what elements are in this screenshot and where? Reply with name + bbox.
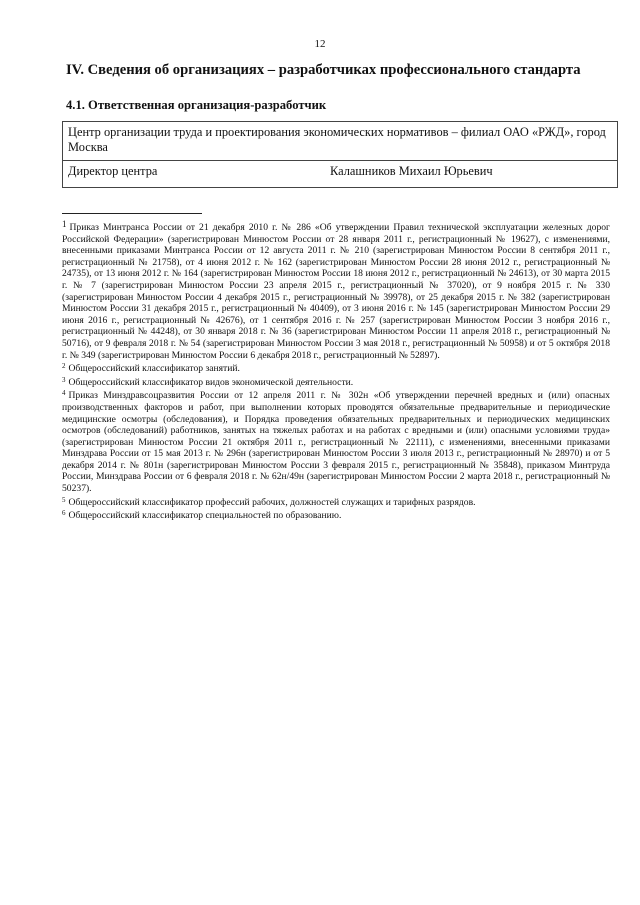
footnote-text: Общероссийский классификатор занятий. [68, 363, 240, 375]
footnote-mark: 4 [62, 389, 66, 398]
organization-row [63, 122, 618, 161]
footnote-text: Общероссийский классификатор специальностей по образованию. [68, 510, 342, 522]
footnote-mark: 5 [62, 495, 66, 504]
footnote-text: Общероссийский классификатор видов экономической деятельности. [68, 376, 354, 388]
footnote-mark: 2 [62, 362, 66, 371]
footnotes [62, 219, 610, 522]
footnote-text: Общероссийский классификатор профессий рабочих, должностей служащих и тарифных разрядов. [68, 496, 476, 508]
signer-row [63, 161, 618, 188]
footnote-text: Приказ Минздравсоцразвития России от 12 апреля 2011 г. № 302н «Об утверждении перечней вредных и (или) опасных производственных факторов и работ, при выполнении которых проводятся обязательные предварительные и периодические медицинские осмотры (обследования), и Порядка проведения обязательных предварительных и периодических медицинских осмотров (обследований) работников, занятых на тяжелых работах и на работах с вредными и (или) опасными условиями труда» (зарегистрирован Минюстом России 21 октября 2011 г., регистрационный № 22111), с изменениями, внесенными приказами Минздрава России от 15 мая 2013 г. № 296н (зарегистрирован Минюстом России 3 июля 2013 г., регистрационный № 28970) и от 5 декабря 2014 г. № 801н (зарегистрирован Минюстом России 3 февраля 2015 г., регистрационный № 35848), приказом Минтруда России, Минздрава России от 6 февраля 2018 г. № 62н/49н (зарегистрирован Минюстом России 2 марта 2018 г., регистрационный № 50237). [62, 390, 610, 495]
footnote-6 [62, 508, 610, 522]
section-title: IV. Сведения об организациях – разработчиках профессионального стандарта [66, 62, 581, 78]
organization-name: Центр организации труда и проектирования экономических нормативов – филиал ОАО «РЖД», город Москва [63, 122, 618, 161]
page-number: 12 [314, 38, 326, 50]
signer-name: Калашников Михаил Юрьевич [330, 164, 493, 178]
footnote-mark: 1 [62, 219, 67, 229]
signer-role: Директор центра [68, 164, 158, 178]
footnote-mark: 3 [62, 375, 66, 384]
footnote-4 [62, 388, 610, 494]
footnote-2 [62, 361, 610, 375]
organization-table [62, 121, 618, 188]
footnote-1 [62, 219, 610, 361]
footnote-mark: 6 [62, 509, 66, 518]
subsection-title: 4.1. Ответственная организация-разработчик [66, 98, 327, 112]
footnote-separator [62, 213, 202, 214]
signer-cell [63, 161, 618, 188]
footnote-5 [62, 495, 610, 509]
footnote-text: Приказ Минтранса России от 21 декабря 2010 г. № 286 «Об утверждении Правил технической эксплуатации железных дорог Российской Федерации» (зарегистрирован Минюстом России от 28 января 2011 г., регистрационный № 19627), с изменениями, внесенными приказами Минтранса России от 12 августа 2011 г. № 210 (зарегистрирован Минюстом России 8 сентября 2011 г., регистрационный № 21758), от 4 июня 2012 г. № 162 (зарегистрирован Минюстом России 28 июня 2012 г., регистрационный № 24735), от 13 июня 2012 г. № 164 (зарегистрирован Минюстом России 18 июня 2012 г., регистрационный № 24613), от 30 марта 2015 г. № 7 (зарегистрирован Минюстом России 23 апреля 2015 г., регистрационный № 37020), от 9 ноября 2015 г. № 330 (зарегистрирован Минюстом России 4 декабря 2015 г., регистрационный № 39978), от 25 декабря 2015 г. № 382 (зарегистрирован Минюстом России 31 декабря 2015 г., регистрационный № 40409), от 3 июня 2016 г. № 145 (зарегистрирован Минюстом России 29 июня 2016 г., регистрационный № 42676), от 1 сентября 2016 г. № 257 (зарегистрирован Минюстом России 3 ноября 2016 г., регистрационный № 44248), от 30 января 2018 г. № 36 (зарегистрирован Минюстом России 11 апреля 2018 г., регистрационный № 50716), от 9 февраля 2018 г. № 54 (зарегистрирован Минюстом России 3 мая 2018 г., регистрационный № 50958) и от 5 октября 2018 г. № 349 (зарегистрирован Минюстом России 6 декабря 2018 г., регистрационный № 52897). [62, 222, 610, 361]
footnote-3 [62, 375, 610, 389]
